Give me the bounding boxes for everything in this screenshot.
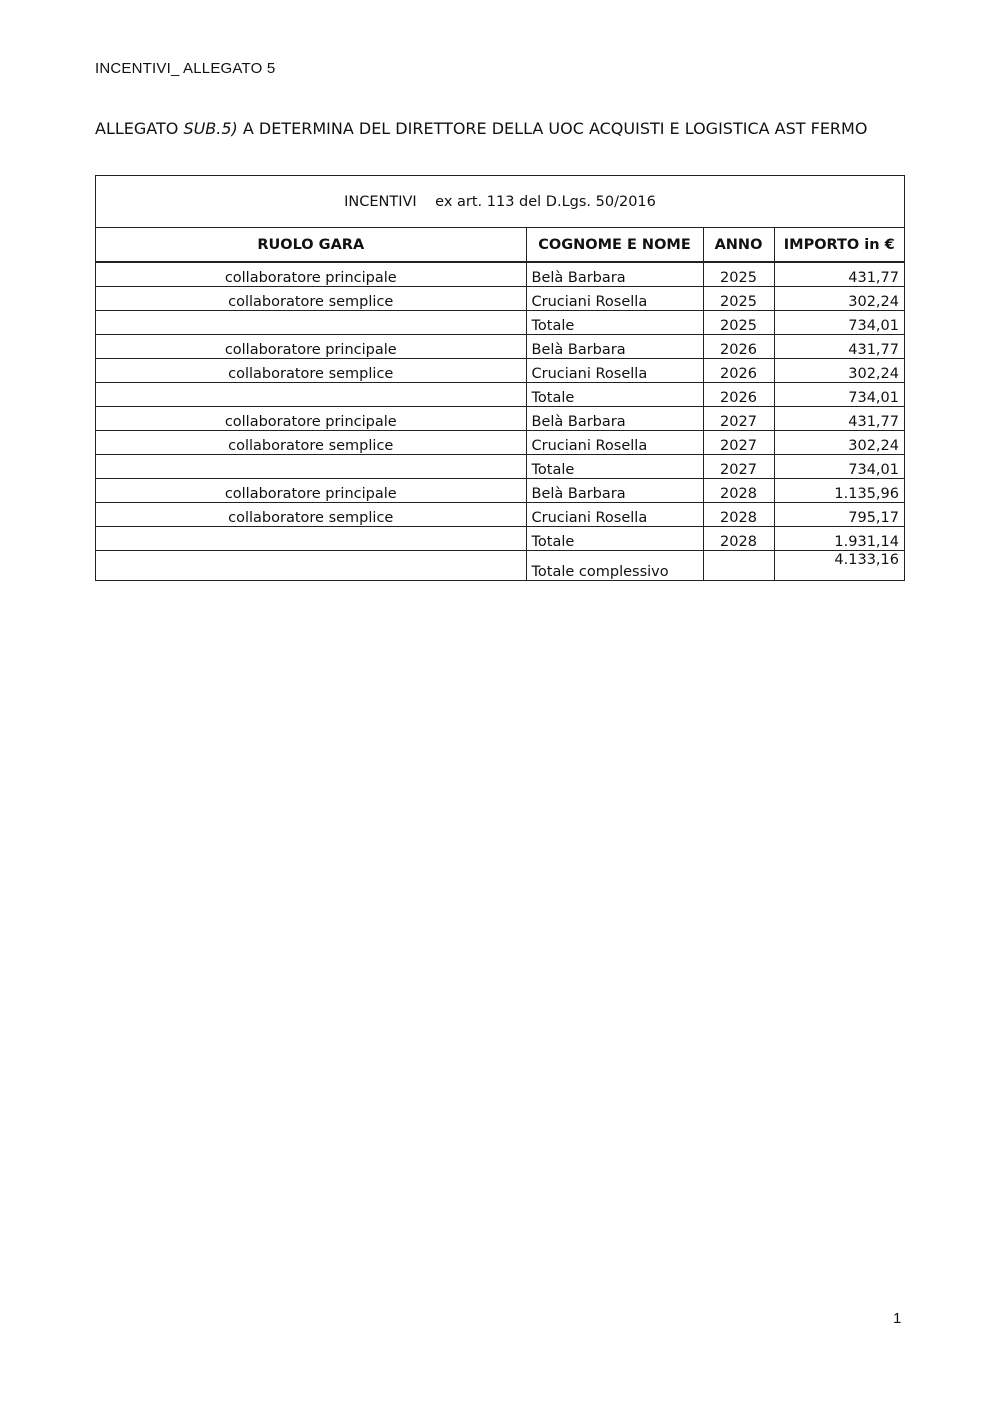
column-header-importo: IMPORTO in € <box>774 228 904 262</box>
cell-ruolo-gara <box>96 383 526 407</box>
cell-anno: 2028 <box>703 527 774 551</box>
cell-importo: 734,01 <box>774 311 904 335</box>
cell-importo: 734,01 <box>774 383 904 407</box>
cell-ruolo-gara: collaboratore principale <box>96 479 526 503</box>
cell-anno: 2026 <box>703 359 774 383</box>
table-row <box>96 407 904 431</box>
cell-cognome-nome: Cruciani Rosella <box>526 503 703 527</box>
cell-importo: 302,24 <box>774 431 904 455</box>
table-row <box>96 551 904 581</box>
cell-importo: 734,01 <box>774 455 904 479</box>
table-row <box>96 455 904 479</box>
cell-cognome-nome: Belà Barbara <box>526 479 703 503</box>
cell-cognome-nome: Cruciani Rosella <box>526 431 703 455</box>
cell-cognome-nome: Belà Barbara <box>526 335 703 359</box>
cell-ruolo-gara: collaboratore semplice <box>96 287 526 311</box>
cell-importo: 795,17 <box>774 503 904 527</box>
table-row <box>96 287 904 311</box>
cell-anno: 2028 <box>703 503 774 527</box>
cell-ruolo-gara: collaboratore principale <box>96 407 526 431</box>
table-row <box>96 383 904 407</box>
table-row <box>96 479 904 503</box>
cell-importo: 4.133,16 <box>834 552 899 568</box>
cell-cognome-nome: Belà Barbara <box>526 262 703 287</box>
page-number: 1 <box>893 1310 902 1327</box>
cell-cognome-nome: Cruciani Rosella <box>526 287 703 311</box>
cell-ruolo-gara: collaboratore semplice <box>96 359 526 383</box>
cell-anno: 2025 <box>703 311 774 335</box>
table-row <box>96 262 904 287</box>
page-header: INCENTIVI_ ALLEGATO 5 <box>95 60 276 77</box>
cell-importo: 1.135,96 <box>774 479 904 503</box>
cell-anno: 2025 <box>703 262 774 287</box>
cell-cognome-nome: Cruciani Rosella <box>526 359 703 383</box>
cell-cognome-nome: Totale complessivo <box>526 551 703 581</box>
cell-cognome-nome: Totale <box>526 455 703 479</box>
title-part-3: A DETERMINA DEL DIRETTORE DELLA UOC ACQUISTI E LOGISTICA AST FERMO <box>237 119 868 138</box>
title-sub-reference: SUB.5) <box>183 119 238 138</box>
cell-importo: 431,77 <box>774 262 904 287</box>
document-title <box>95 117 915 140</box>
cell-cognome-nome: Totale <box>526 311 703 335</box>
incentives-grid <box>96 228 904 580</box>
column-header-cognome-nome: COGNOME E NOME <box>526 228 703 262</box>
column-header-anno: ANNO <box>703 228 774 262</box>
cell-importo: 431,77 <box>774 335 904 359</box>
cell-ruolo-gara <box>96 527 526 551</box>
cell-ruolo-gara <box>96 551 526 581</box>
cell-ruolo-gara: collaboratore semplice <box>96 503 526 527</box>
cell-ruolo-gara <box>96 455 526 479</box>
title-part-1: ALLEGATO <box>95 119 184 138</box>
table-row <box>96 503 904 527</box>
cell-cognome-nome: Totale <box>526 527 703 551</box>
cell-ruolo-gara: collaboratore principale <box>96 262 526 287</box>
table-caption: INCENTIVI ex art. 113 del D.Lgs. 50/2016 <box>96 176 904 228</box>
cell-ruolo-gara: collaboratore principale <box>96 335 526 359</box>
cell-anno <box>703 551 774 581</box>
table-row <box>96 359 904 383</box>
cell-anno: 2026 <box>703 335 774 359</box>
cell-cognome-nome: Totale <box>526 383 703 407</box>
cell-anno: 2025 <box>703 287 774 311</box>
table-body <box>96 262 904 580</box>
table-row <box>96 527 904 551</box>
cell-importo: 1.931,14 <box>774 527 904 551</box>
cell-anno: 2027 <box>703 455 774 479</box>
cell-importo: 302,24 <box>774 287 904 311</box>
table-row <box>96 311 904 335</box>
table-row <box>96 335 904 359</box>
table-row <box>96 431 904 455</box>
cell-ruolo-gara: collaboratore semplice <box>96 431 526 455</box>
cell-cognome-nome: Belà Barbara <box>526 407 703 431</box>
cell-anno: 2027 <box>703 431 774 455</box>
cell-ruolo-gara <box>96 311 526 335</box>
cell-importo: 431,77 <box>774 407 904 431</box>
cell-anno: 2028 <box>703 479 774 503</box>
cell-anno: 2027 <box>703 407 774 431</box>
column-header-ruolo-gara: RUOLO GARA <box>96 228 526 262</box>
header-row <box>96 228 904 262</box>
cell-importo: 302,24 <box>774 359 904 383</box>
incentives-table <box>95 175 905 581</box>
cell-anno: 2026 <box>703 383 774 407</box>
